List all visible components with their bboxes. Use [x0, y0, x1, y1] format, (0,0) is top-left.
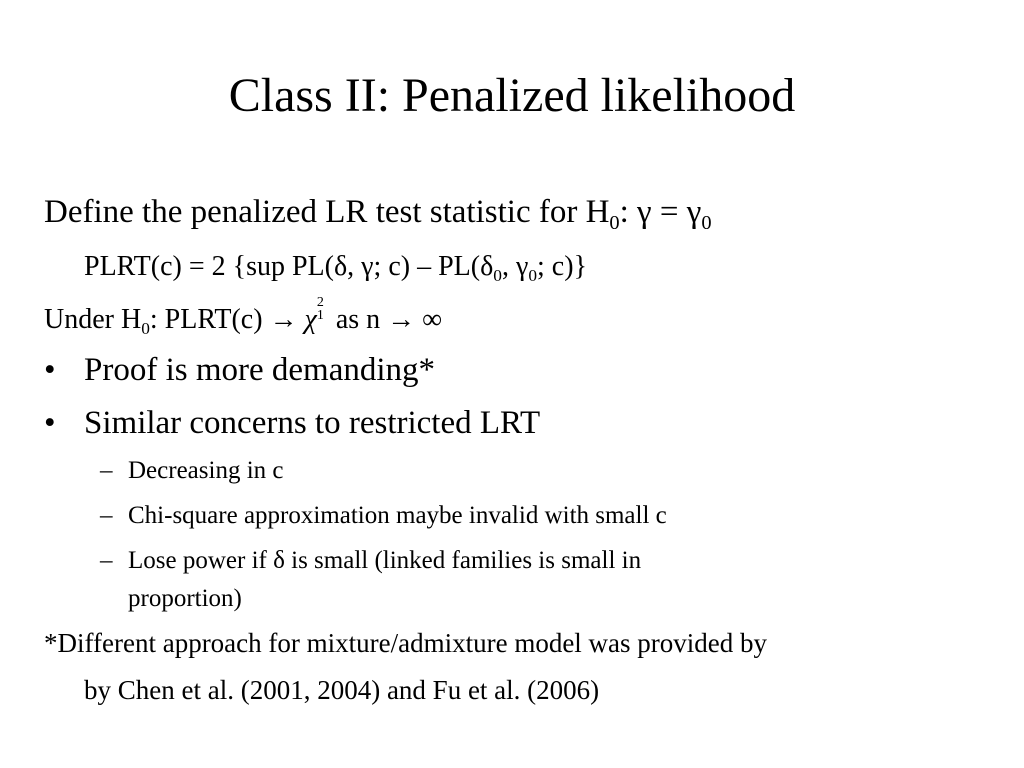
sub-bullet-mark: –: [100, 547, 113, 574]
definition-text: Define the penalized LR test statistic for H: [44, 194, 610, 230]
slide-title: Class II: Penalized likelihood: [228, 69, 796, 122]
null-lead: Under H: [44, 304, 142, 335]
chi-superscript: 2: [316, 295, 324, 310]
bullet-item: [44, 403, 540, 443]
footnote-line-2: by Chen et al. (2001, 2004) and Fu et al. (2006): [84, 675, 600, 705]
bullet-mark: •: [44, 352, 56, 388]
sub-bullet-mark: –: [100, 502, 113, 529]
sub-bullet-mark: –: [100, 457, 113, 484]
definition-h-subscript: 0: [609, 212, 620, 235]
null-tail: as n → ∞: [328, 304, 443, 335]
chi-subscript: 1: [316, 308, 324, 323]
plrt-formula-tail: ; c)}: [537, 251, 588, 282]
bullet-text: Similar concerns to restricted LRT: [84, 405, 541, 441]
plrt-gamma-subscript: 0: [528, 266, 538, 286]
bullet-mark: •: [44, 405, 56, 441]
bullet-text: Proof is more demanding*: [84, 352, 436, 388]
chi-symbol: χ: [304, 304, 317, 335]
sub-bullet-text: Chi-square approximation maybe invalid with small c: [128, 502, 667, 529]
sub-bullet-item: [100, 455, 283, 487]
bullet-item: [44, 350, 435, 390]
plrt-delta-subscript: 0: [493, 266, 502, 286]
definition-gamma: : γ = γ: [619, 194, 702, 230]
sub-bullet-item: [100, 545, 641, 577]
sub-bullet-text: Lose power if δ is small (linked families is small in: [128, 547, 642, 574]
sub-bullet-item: [100, 500, 667, 532]
plrt-formula: [84, 249, 587, 285]
sub-bullet-text: Decreasing in c: [128, 457, 284, 484]
definition-line: [44, 192, 712, 235]
chi-scripts: [316, 295, 329, 328]
null-h-subscript: 0: [141, 319, 150, 339]
plrt-formula-mid: , γ: [501, 251, 529, 282]
definition-gamma-subscript: 0: [701, 212, 712, 235]
plrt-formula-lead: PLRT(c) = 2 {sup PL(δ, γ; c) – PL(δ: [84, 251, 494, 282]
footnote-line-1: *Different approach for mixture/admixture model was provided by: [44, 628, 768, 658]
sub-bullet-continuation: proportion): [128, 585, 242, 612]
null-distribution-line: [44, 295, 443, 339]
null-mid: : PLRT(c) →: [149, 304, 305, 335]
